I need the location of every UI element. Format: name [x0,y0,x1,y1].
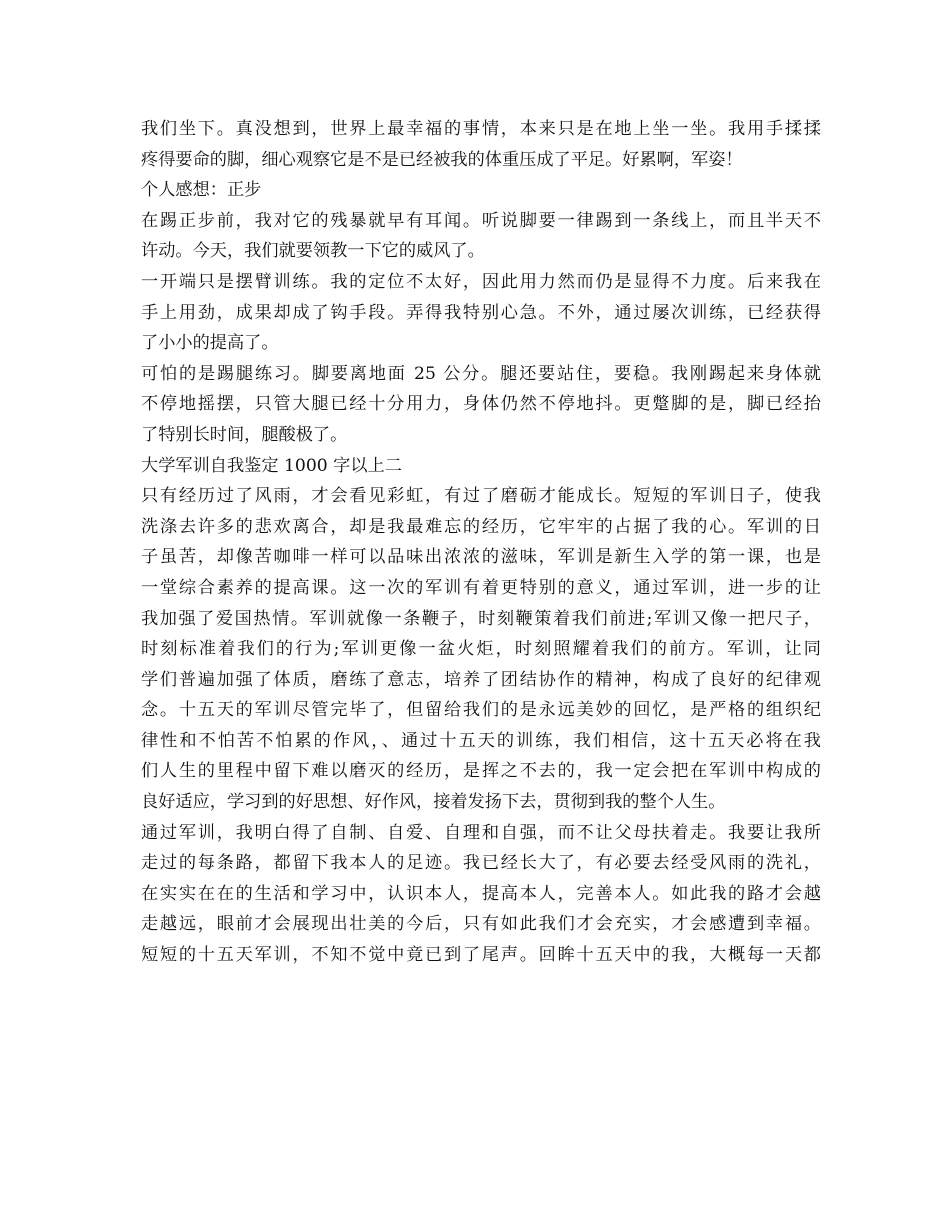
text-line: 走越远，眼前才会展现出壮美的今后，只有如此我们才会充实，才会感遭到幸福。 [141,914,821,935]
text-line: 律性和不怕苦不怕累的作风，、通过十五天的训练，我们相信，这十五天必将在我 [141,730,821,751]
text-line: 一开端只是摆臂训练。我的定位不太好，因此用力然而仍是显得不力度。后来我在 [141,271,821,292]
text-line: 一堂综合素养的提高课。这一次的军训有着更特别的意义，通过军训，进一步的让 [141,577,821,598]
text-line: 个人感想：正步 [141,180,262,201]
text-line: 洗涤去许多的悲欢离合，却是我最难忘的经历，它牢牢的占据了我的心。军训的日 [141,516,821,537]
text-line: 良好适应，学习到的好思想、好作风，接着发扬下去，贯彻到我的整个人生。 [141,792,726,813]
text-line: 念。十五天的军训尽管完毕了，但留给我们的是永远美妙的回忆，是严格的组织纪 [141,700,821,721]
text-line: 学们普遍加强了体质，磨练了意志，培养了团结协作的精神，构成了良好的纪律观 [141,669,821,690]
text-line: 在踢正步前，我对它的残暴就早有耳闻。听说脚要一律踢到一条线上，而且半天不 [141,210,821,231]
text-line: 走过的每条路，都留下我本人的足迹。我已经长大了，有必要去经受风雨的洗礼， [141,853,821,874]
text-line: 时刻标准着我们的行为;军训更像一盆火炬，时刻照耀着我们的前方。军训，让同 [141,639,821,660]
text-line: 大学军训自我鉴定 1000 字以上二 [141,455,402,476]
text-line: 可怕的是踢腿练习。脚要离地面 25 公分。腿还要站住，要稳。我刚踢起来身体就 [141,363,821,384]
text-line: 在实实在在的生活和学习中，认识本人，提高本人，完善本人。如此我的路才会越 [141,883,821,904]
text-line: 只有经历过了风雨，才会看见彩虹，有过了磨砺才能成长。短短的军训日子，使我 [141,486,821,507]
text-line: 许动。今天，我们就要领教一下它的威风了。 [141,241,485,262]
text-line: 我加强了爱国热情。军训就像一条鞭子，时刻鞭策着我们前进;军训又像一把尺子， [141,608,821,629]
text-line: 手上用劲，成果却成了钩手段。弄得我特别心急。不外，通过屡次训练，已经获得 [141,302,821,323]
text-line: 疼得要命的脚，细心观察它是不是已经被我的体重压成了平足。好累啊，军姿！ [141,149,743,170]
text-line: 通过军训，我明白得了自制、自爱、自理和自强，而不让父母扶着走。我要让我所 [141,822,821,843]
text-line: 不停地摇摆，只管大腿已经十分用力，身体仍然不停地抖。更蹩脚的是，脚已经抬 [141,394,821,415]
text-line: 了小小的提高了。 [141,333,279,354]
document-body [141,114,821,971]
text-line: 们人生的里程中留下难以磨灭的经历，是挥之不去的，我一定会把在军训中构成的 [141,761,821,782]
text-line: 了特别长时间，腿酸极了。 [141,424,348,445]
text-line: 子虽苦，却像苦咖啡一样可以品味出浓浓的滋味，军训是新生入学的第一课，也是 [141,547,821,568]
text-line: 短短的十五天军训，不知不觉中竟已到了尾声。回眸十五天中的我，大概每一天都 [141,945,821,966]
text-line: 我们坐下。真没想到，世界上最幸福的事情，本来只是在地上坐一坐。我用手揉揉 [141,119,821,139]
